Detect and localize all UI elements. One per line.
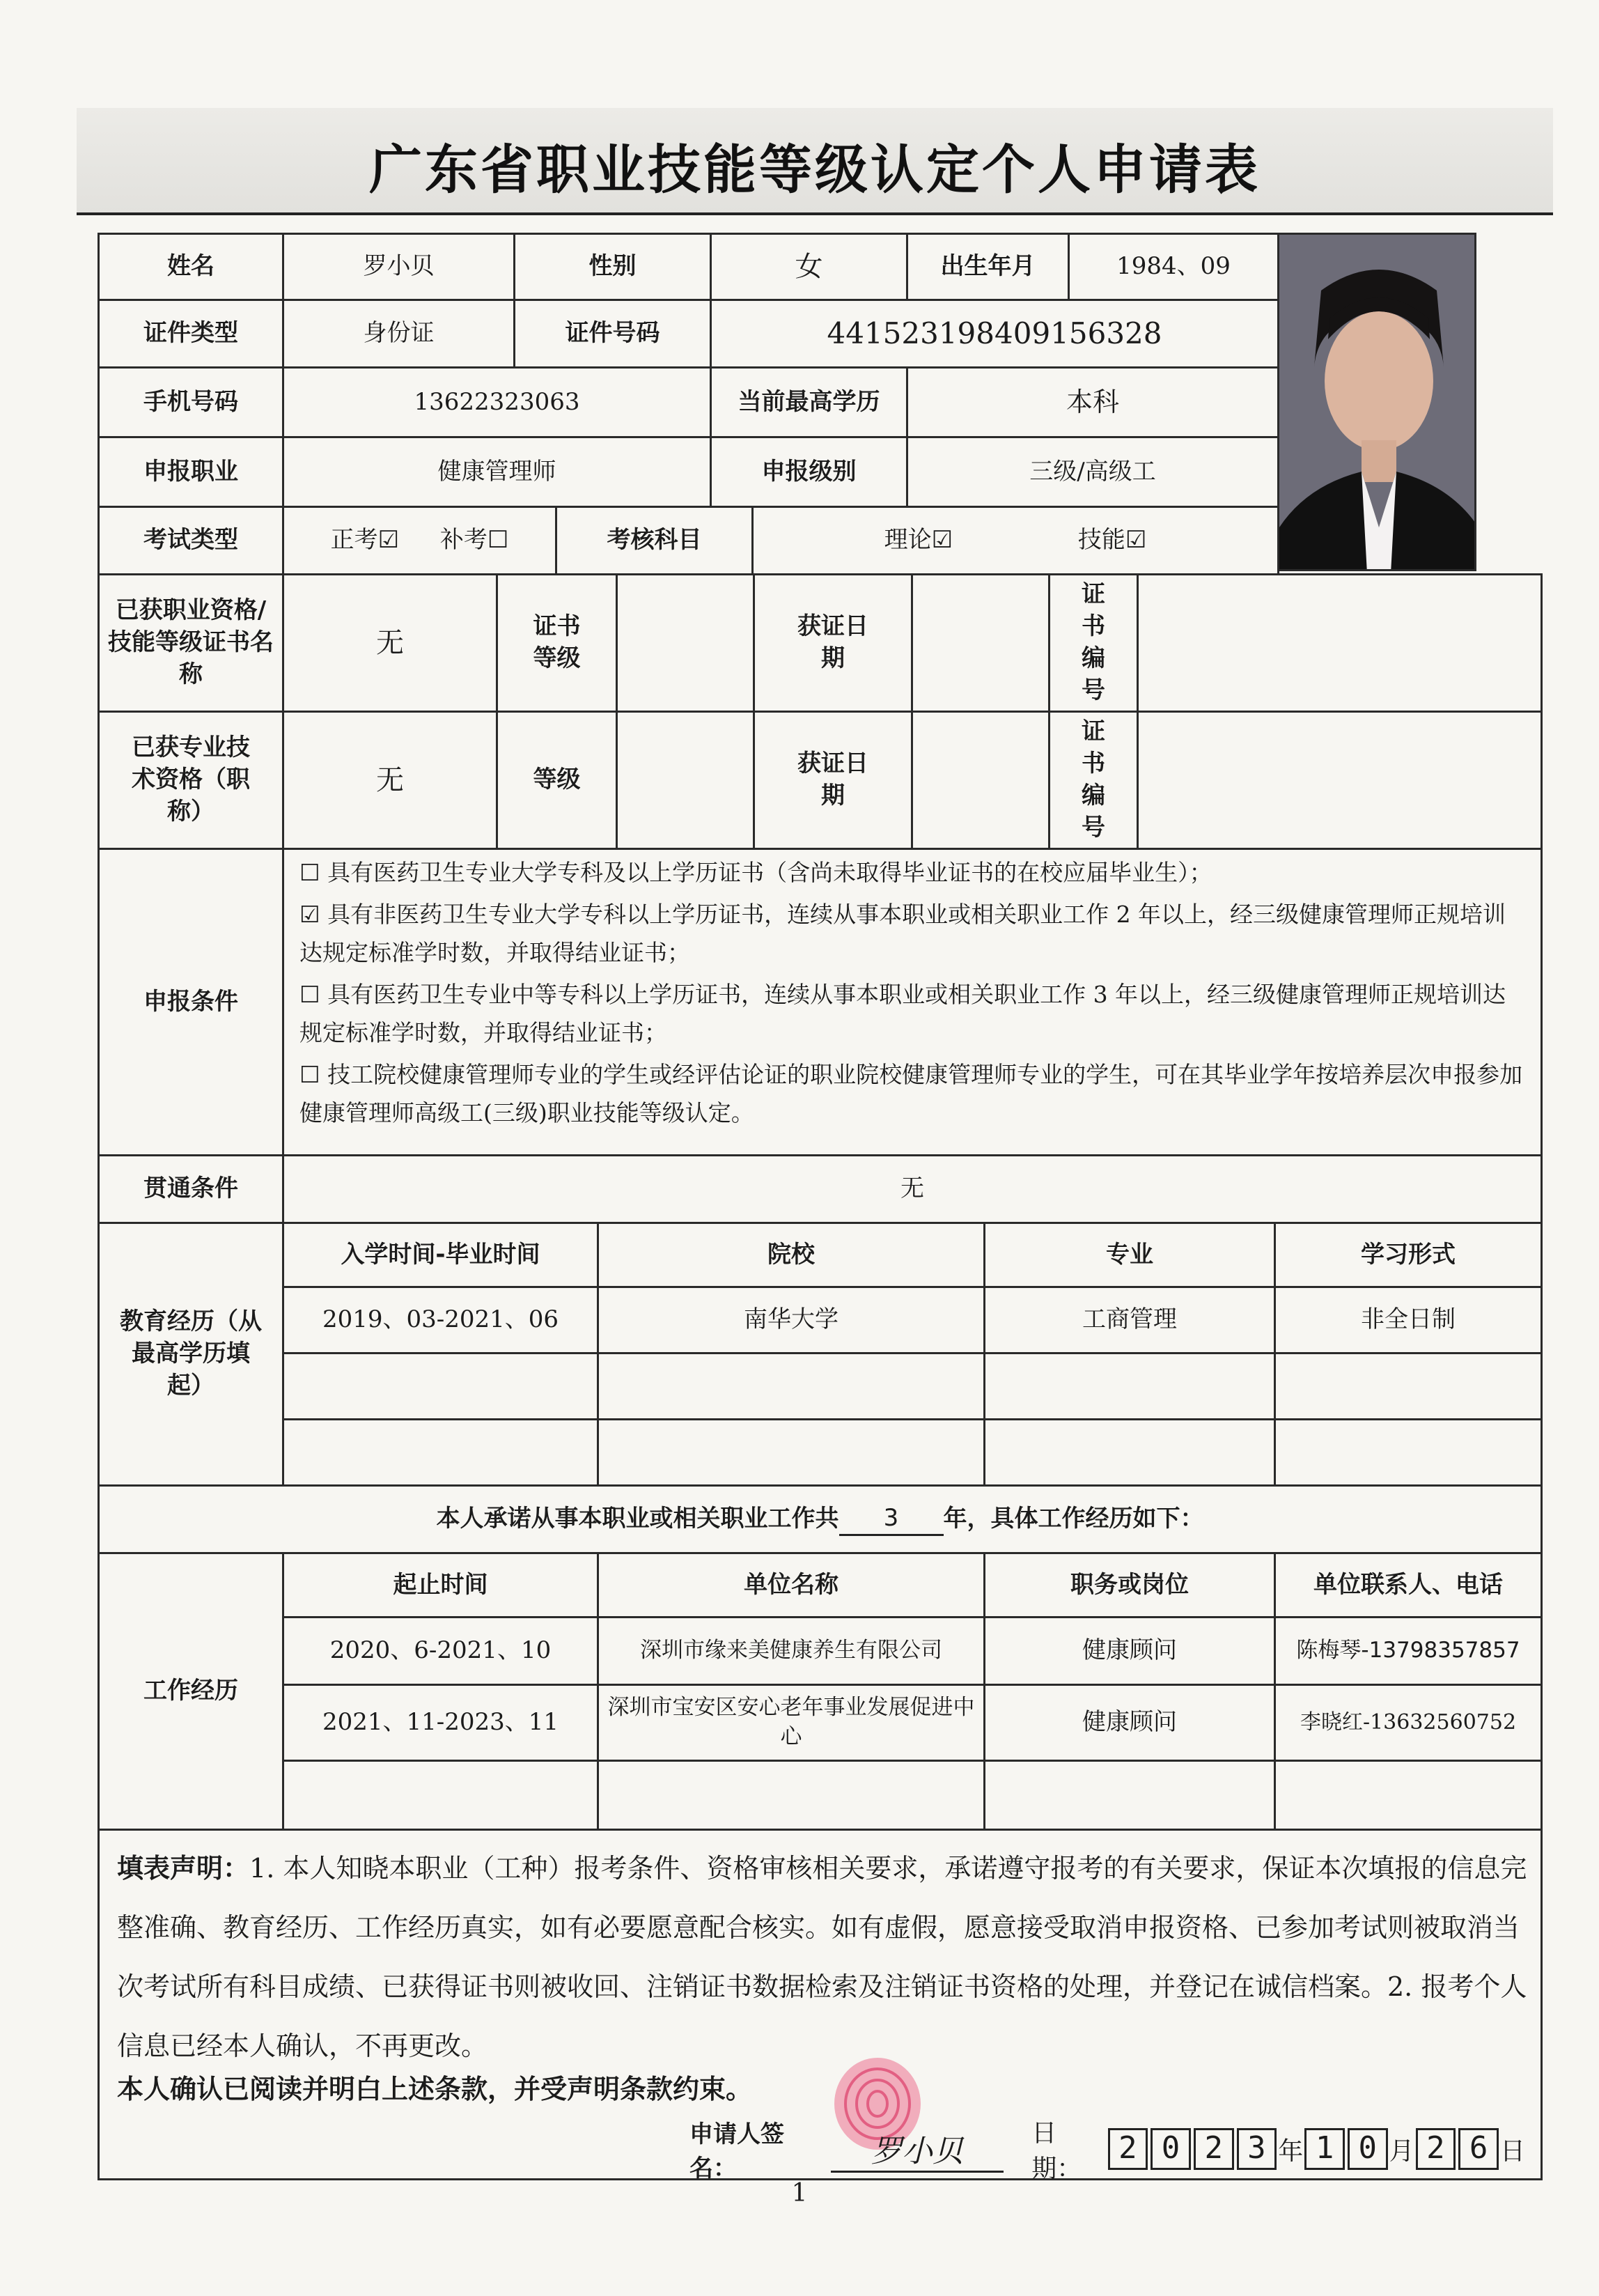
label-cert-date: 获证日期 (753, 573, 913, 713)
declaration-text: 1. 本人知晓本职业（工种）报考条件、资格审核相关要求，承诺遵守报考的有关要求，保证本次填报的信息完整准确、教育经历、工作经历真实，如有必要愿意配合核实。如有虚假，愿意接受取消申报资格、已参加考试则被取消当次考试所有科目成绩、已获得证书则被收回、注销证书数据检索及注销证书资格的处理，并登记在诚信档案。2. 报考个人信息已经本人确认，不再更改。 (117, 1853, 1527, 2061)
value-level: 三级/高级工 (906, 436, 1279, 508)
label-title-no: 证书编号 (1048, 711, 1139, 850)
value-occupation: 健康管理师 (282, 436, 712, 508)
label-id-no: 证件号码 (513, 299, 712, 369)
edu-row-1-school: 南华大学 (597, 1286, 985, 1354)
work-row-1-period: 2020、6-2021、10 (282, 1616, 599, 1686)
work-commitment (98, 1484, 1543, 1554)
edu-row-2-mode (1274, 1352, 1543, 1420)
value-cert-level (616, 573, 755, 713)
date-label: 日期： (1031, 2119, 1082, 2183)
work-row-2-company: 深圳市宝安区安心老年事业发展促进中心 (597, 1684, 985, 1762)
portrait-image (1279, 235, 1476, 571)
label-title-level: 等级 (496, 711, 618, 850)
edu-header-mode: 学习形式 (1274, 1222, 1543, 1288)
value-pass-conditions: 无 (282, 1154, 1543, 1224)
label-phone: 手机号码 (98, 366, 284, 438)
date-year-digit-4: 3 (1237, 2128, 1277, 2170)
value-gender: 女 (710, 233, 908, 301)
work-row-1-contact: 陈梅琴-13798357857 (1274, 1616, 1543, 1686)
date-day-unit: 日 (1499, 2136, 1525, 2166)
label-occupation: 申报职业 (98, 436, 284, 508)
condition-item-1[interactable]: ☐ 具有医药卫生专业大学专科及以上学历证书（含尚未取得毕业证书的在校应届毕业生）； (299, 859, 1212, 886)
value-title-level (616, 711, 755, 850)
label-work-history: 工作经历 (98, 1552, 284, 1831)
edu-row-3-school (597, 1418, 985, 1487)
edu-row-3-period (282, 1418, 599, 1487)
edu-row-2-period (282, 1352, 599, 1420)
label-cert-level: 证书等级 (496, 573, 618, 713)
page-number: 1 (791, 2179, 808, 2208)
edu-header-period: 入学时间-毕业时间 (282, 1222, 599, 1288)
conditions-list (286, 848, 1543, 1153)
label-education: 当前最高学历 (710, 366, 908, 438)
value-education: 本科 (906, 366, 1279, 438)
edu-row-1-major: 工商管理 (983, 1286, 1276, 1354)
label-edu-history: 教育经历（从最高学历填起） (98, 1222, 284, 1487)
work-row-3-position (983, 1760, 1276, 1831)
signature-line (689, 2119, 1525, 2183)
condition-item-3[interactable]: ☐ 具有医药卫生专业中等专科以上学历证书，连续从事本职业或相关职业工作 3 年以上，经三级健康管理师正规培训达规定标准学时数，并取得结业证书； (299, 981, 1506, 1046)
commit-prefix: 本人承诺从事本职业或相关职业工作共 (436, 1505, 839, 1533)
label-name: 姓名 (98, 233, 284, 301)
value-title-no (1137, 711, 1543, 850)
value-cert-no (1137, 573, 1543, 713)
edu-row-3-mode (1274, 1418, 1543, 1487)
condition-item-4[interactable]: ☐ 技工院校健康管理师专业的学生或经评估论证的职业院校健康管理师专业的学生，可在其毕业学年按培养层次申报参加健康管理师高级工(三级)职业技能等级认定。 (299, 1061, 1523, 1126)
applicant-photo (1277, 233, 1476, 571)
work-row-3-company (597, 1760, 985, 1831)
title-band (77, 108, 1553, 215)
exam-subject-options (751, 506, 1279, 575)
label-cert-no: 证书编号 (1048, 573, 1139, 713)
date-day-digit-1: 2 (1416, 2128, 1456, 2170)
label-obtained-cert: 已获职业资格/技能等级证书名称 (98, 573, 284, 713)
date-year-digit-1: 2 (1108, 2128, 1148, 2170)
work-header-period: 起止时间 (282, 1552, 599, 1618)
label-exam-subject: 考核科目 (555, 506, 754, 575)
value-title-date (911, 711, 1050, 850)
value-obtained-cert: 无 (282, 573, 498, 713)
exam-regular-checkbox[interactable]: 正考☑ (330, 526, 400, 554)
label-pass-conditions: 贯通条件 (98, 1154, 284, 1224)
date-year-digit-3: 2 (1194, 2128, 1234, 2170)
declaration-confirm: 本人确认已阅读并明白上述条款，并受声明条款约束。 (117, 2074, 753, 2104)
work-row-3-period (282, 1760, 599, 1831)
label-exam-type: 考试类型 (98, 506, 284, 575)
page-title: 广东省职业技能等级认定个人申请表 (369, 139, 1261, 201)
date-month-digit-2: 0 (1348, 2128, 1388, 2170)
signature-name: 罗小贝 (831, 2126, 1004, 2173)
label-conditions: 申报条件 (98, 848, 284, 1156)
commit-years[interactable]: 3 (839, 1503, 944, 1537)
condition-item-2[interactable]: ☑ 具有非医药卫生专业大学专科以上学历证书，连续从事本职业或相关职业工作 2 年以上，经三级健康管理师正规培训达规定标准学时数，并取得结业证书； (299, 901, 1506, 966)
signature-label: 申请人签名： (689, 2120, 784, 2182)
exam-makeup-checkbox[interactable]: 补考☐ (439, 526, 509, 554)
date-day-digit-2: 6 (1458, 2128, 1499, 2170)
work-row-2-period: 2021、11-2023、11 (282, 1684, 599, 1762)
subject-skill-checkbox[interactable]: 技能☑ (1077, 526, 1147, 554)
value-obtained-title: 无 (282, 711, 498, 850)
date-year-digit-2: 0 (1150, 2128, 1191, 2170)
edu-header-major: 专业 (983, 1222, 1276, 1288)
label-id-type: 证件类型 (98, 299, 284, 369)
declaration-heading: 填表声明： (117, 1853, 250, 1884)
edu-row-1-mode: 非全日制 (1274, 1286, 1543, 1354)
date-month-unit: 月 (1389, 2136, 1414, 2166)
work-row-2-position: 健康顾问 (983, 1684, 1276, 1762)
value-phone: 13622323063 (282, 366, 712, 438)
work-row-3-contact (1274, 1760, 1543, 1831)
label-obtained-title: 已获专业技术资格（职称） (98, 711, 284, 850)
work-row-2-contact: 李晓红-13632560752 (1274, 1684, 1543, 1762)
subject-theory-checkbox[interactable]: 理论☑ (884, 526, 953, 554)
value-birth: 1984、09 (1068, 233, 1279, 301)
work-header-position: 职务或岗位 (983, 1552, 1276, 1618)
commit-suffix: 年，具体工作经历如下： (943, 1505, 1204, 1533)
work-header-contact: 单位联系人、电话 (1274, 1552, 1543, 1618)
value-id-type: 身份证 (282, 299, 515, 369)
edu-row-2-major (983, 1352, 1276, 1420)
date-year-unit: 年 (1278, 2136, 1304, 2166)
label-level: 申报级别 (710, 436, 908, 508)
value-cert-date (911, 573, 1050, 713)
exam-type-options (282, 506, 557, 575)
edu-row-1-period: 2019、03-2021、06 (282, 1286, 599, 1354)
label-title-date: 获证日期 (753, 711, 913, 850)
work-row-1-position: 健康顾问 (983, 1616, 1276, 1686)
edu-row-2-school (597, 1352, 985, 1420)
value-name: 罗小贝 (282, 233, 515, 301)
label-birth: 出生年月 (906, 233, 1070, 301)
work-row-1-company: 深圳市缘来美健康养生有限公司 (597, 1616, 985, 1686)
edu-row-3-major (983, 1418, 1276, 1487)
edu-header-school: 院校 (597, 1222, 985, 1288)
value-id-no: 441523198409156328 (710, 299, 1279, 369)
date-month-digit-1: 1 (1304, 2128, 1345, 2170)
work-header-company: 单位名称 (597, 1552, 985, 1618)
label-gender: 性别 (513, 233, 712, 301)
declaration (117, 1839, 1538, 2076)
